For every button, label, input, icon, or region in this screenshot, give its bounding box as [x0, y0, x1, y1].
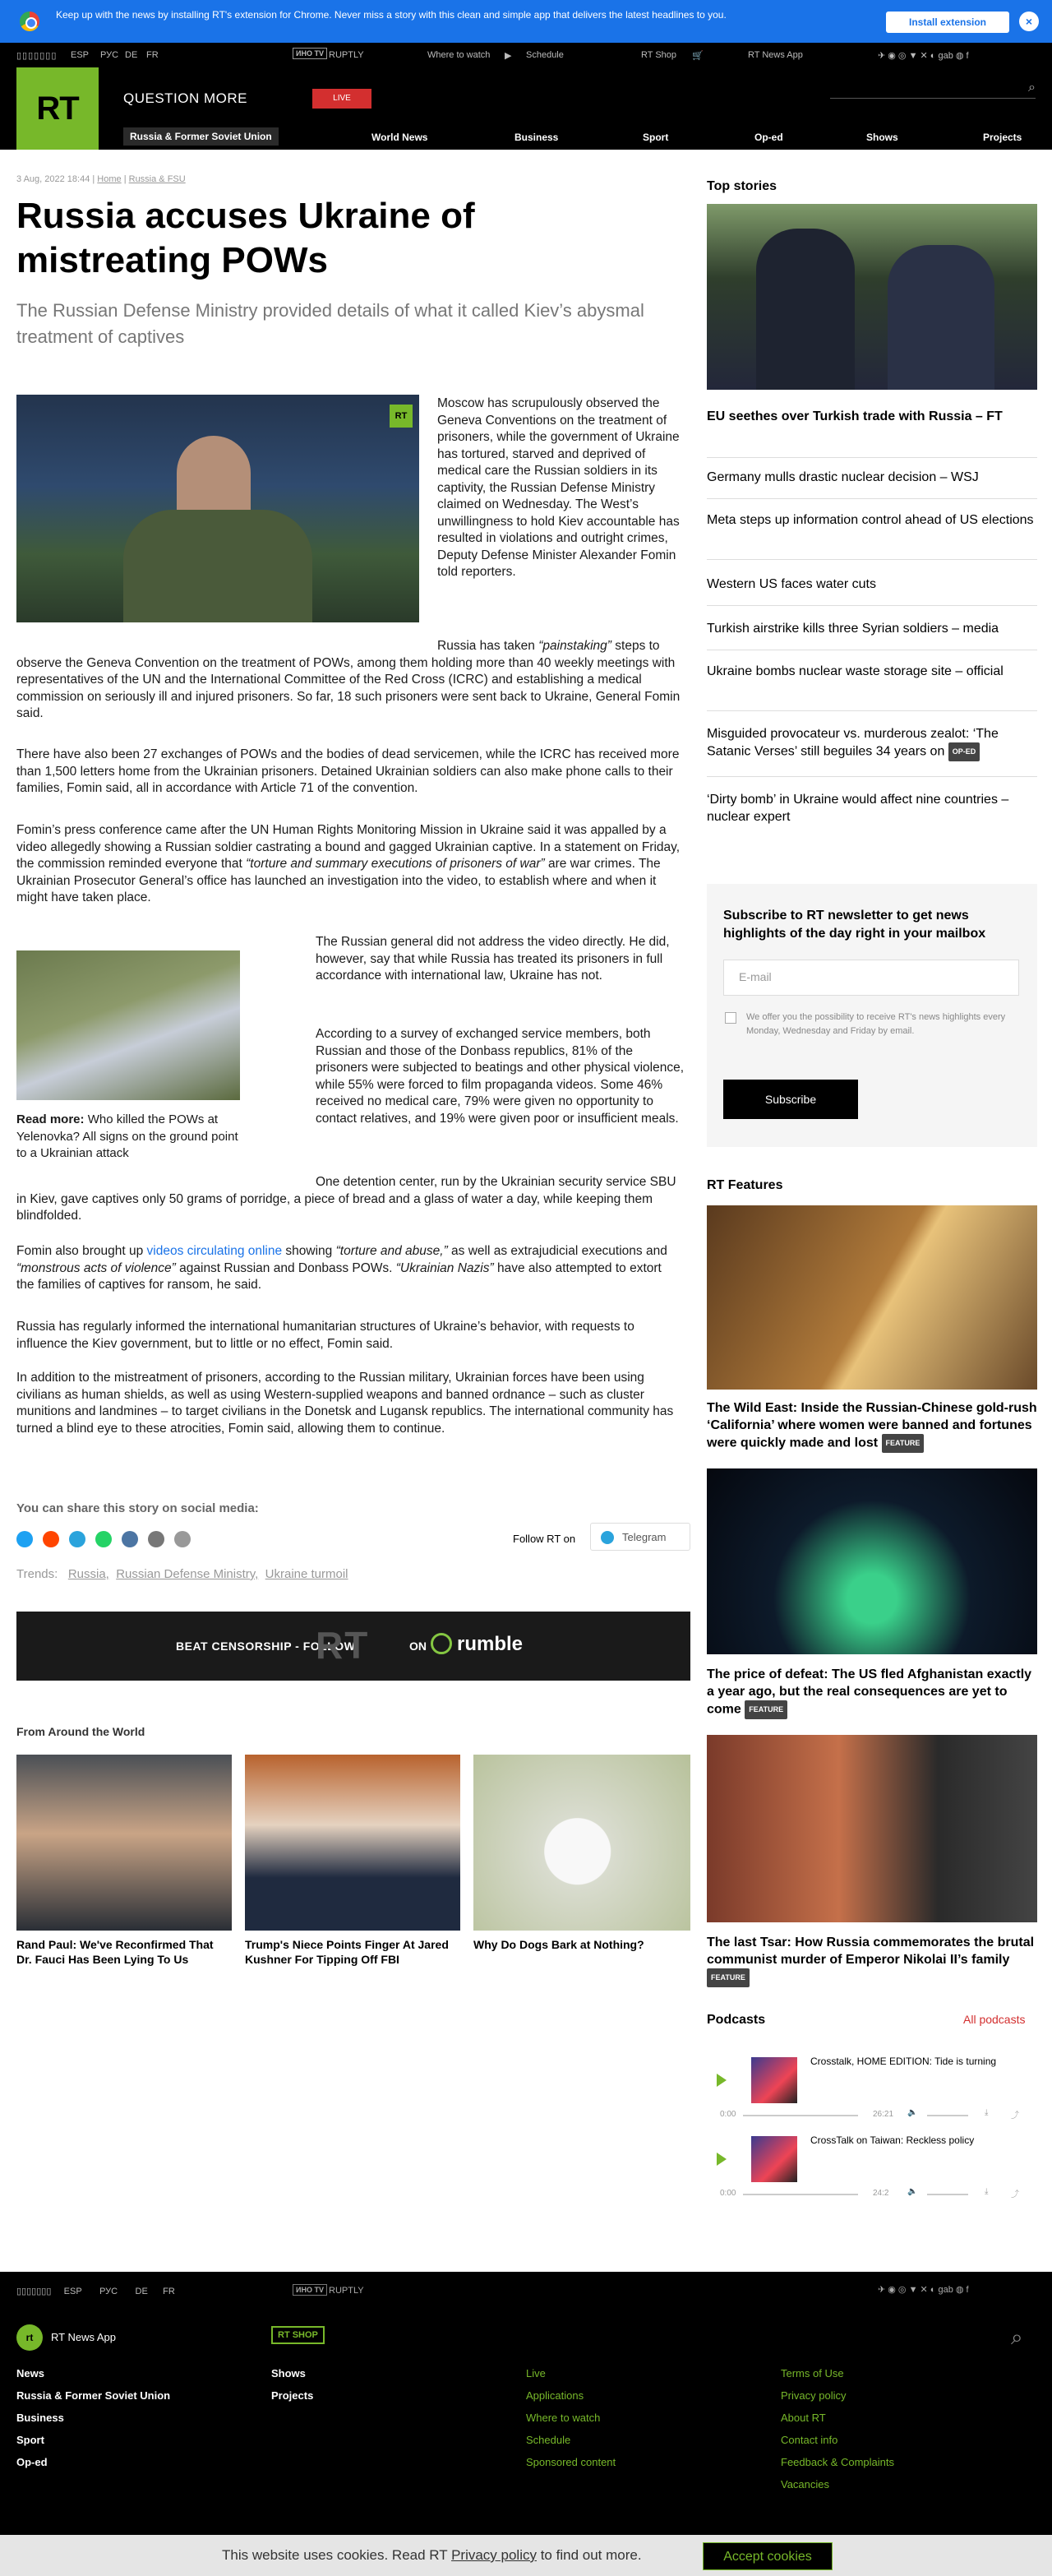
divider [707, 457, 1037, 458]
feature-2[interactable]: The price of defeat: The US fled Afghanistan exactly a year ago, but the real consequences are yet to come FEATURE [707, 1666, 1037, 1719]
article-title: Russia accuses Ukraine of mistreating POWs [16, 196, 475, 280]
top-bar [0, 43, 1052, 67]
volume-icon[interactable]: 🔈 [907, 2187, 918, 2196]
ruptly-link[interactable]: RUPTLY [329, 2286, 364, 2296]
footer-projects[interactable]: Projects [271, 2389, 314, 2402]
footer-sponsored[interactable]: Sponsored content [526, 2456, 616, 2468]
footer-oped[interactable]: Op-ed [16, 2456, 48, 2468]
podcast-start-2: 0:00 [720, 2189, 736, 2198]
footer-shows[interactable]: Shows [271, 2367, 306, 2379]
where-to-watch-link[interactable]: Where to watch [427, 50, 491, 60]
play-icon[interactable] [717, 2074, 727, 2087]
cart-icon: 🛒 [692, 51, 704, 61]
podcast-end-2: 24:2 [873, 2189, 889, 2198]
story-2[interactable]: Meta steps up information control ahead of US elections [707, 513, 1034, 527]
telegram-icon[interactable] [69, 1531, 85, 1547]
podcasts-title: Podcasts [707, 2013, 766, 2027]
social-icons[interactable]: ✈ ◉ ◎ ▼ ✕ ◐ gab ◍ f [878, 2285, 969, 2295]
podcast-thumb-2 [751, 2136, 797, 2182]
close-icon[interactable]: × [1019, 12, 1039, 31]
accept-cookies-button[interactable]: Accept cookies [703, 2542, 833, 2570]
oped-badge: OP-ED [948, 742, 980, 761]
search-input[interactable] [830, 81, 1036, 99]
arabic-lang-link[interactable]: ▯▯▯▯▯▯▯ [16, 51, 58, 61]
rt-logo[interactable]: RT [16, 67, 99, 150]
search-icon[interactable]: ⌕ [1011, 2324, 1023, 2349]
divider [707, 710, 1037, 711]
paragraph-7: One detention center, run by the Ukrainian security service SBU in Kiev, gave captives only 50 grams of porridge, a piece of bread and a glass of water a day, while keeping them blindfolded. [16, 1175, 676, 1223]
footer-where-to-watch[interactable]: Where to watch [526, 2412, 601, 2424]
divider [707, 776, 1037, 777]
feature-badge: FEATURE [707, 1968, 750, 1987]
paragraph-4: Fomin’s press conference came after the UN Human Rights Monitoring Mission in Ukraine said it was appalled by a video allegedly showing a Russian soldier castrating a bound and gagged Ukrainian captive. In a statement on Friday, the commission reminded everyone that “torture and summary executions of prisoners of war” are war crimes. The Ukrainian Prosecutor General’s office has launched an investigation into the video, to establish where and when it might have taken place. [16, 823, 681, 904]
around-photo-1[interactable] [16, 1755, 232, 1931]
newsletter-note: We offer you the possibility to receive RT's news highlights every Monday, Wednesday and Friday by email. [746, 1012, 1006, 1036]
footer-vacancies[interactable]: Vacancies [781, 2478, 830, 2490]
article-date: 3 Aug, 2022 18:44 [16, 174, 90, 184]
reddit-icon[interactable] [43, 1531, 59, 1547]
paragraph-8: Fomin also brought up videos circulating online showing “torture and abuse,” as well as extrajudicial executions and “monstrous acts of violence” against Russian and Donbass POWs. “Ukrainian Nazis” have also attempted to extort the families of captives for ransom, he said. [16, 1244, 667, 1292]
footer-col-2 [271, 2362, 313, 2407]
around-title: From Around the World [16, 1725, 145, 1738]
figure-1 [756, 229, 855, 390]
follow-label: Follow RT on [513, 1533, 576, 1545]
feature-photo-1[interactable] [707, 1205, 1037, 1390]
trend-defense-ministry[interactable]: Russian Defense Ministry, [116, 1567, 259, 1581]
whatsapp-icon[interactable] [95, 1531, 112, 1547]
vk-icon[interactable] [122, 1531, 138, 1547]
footer-terms[interactable]: Terms of Use [781, 2367, 844, 2379]
nav-shows[interactable]: Shows [866, 132, 898, 143]
story-6[interactable]: Misguided provocateur vs. murderous zealot: ‘The Satanic Verses’ still beguiles 34 years on OP-ED [707, 725, 1037, 761]
rt-watermark: RT [390, 405, 413, 428]
rumble-banner[interactable]: BEAT CENSORSHIP - FOLLOW RT ON rumble [16, 1612, 690, 1681]
download-icon[interactable]: ⤓ [985, 2187, 989, 2196]
arabic-lang-link[interactable]: ▯▯▯▯▯▯▯ [16, 2287, 52, 2296]
telegram-icon [601, 1531, 614, 1544]
nav-sport[interactable]: Sport [643, 132, 669, 143]
rtd-logo[interactable]: ИНО ТV [293, 2284, 327, 2296]
footer-privacy[interactable]: Privacy policy [781, 2389, 847, 2402]
article-main-photo [16, 395, 419, 622]
nav-business[interactable]: Business [514, 132, 559, 143]
footer-applications[interactable]: Applications [526, 2389, 584, 2402]
footer-business[interactable]: Business [16, 2412, 64, 2424]
lang-rus[interactable]: РУС [100, 50, 119, 60]
share-icon[interactable]: ⤴ [1011, 2190, 1019, 2199]
download-icon[interactable]: ⤓ [985, 2108, 989, 2117]
link-icon[interactable] [174, 1531, 191, 1547]
shop-link[interactable]: RT SHOP [271, 2326, 325, 2344]
features-title: RT Features [707, 1178, 783, 1192]
footer-feedback[interactable]: Feedback & Complaints [781, 2456, 895, 2468]
footer-russia[interactable]: Russia & Former Soviet Union [16, 2389, 171, 2402]
footer-sport[interactable]: Sport [16, 2434, 44, 2446]
footer-col-1 [16, 2362, 170, 2473]
install-extension-button[interactable]: Install extension [886, 12, 1009, 33]
site-footer [0, 2272, 1052, 2576]
cookie-bar [0, 2535, 1052, 2576]
podcast-start-1: 0:00 [720, 2110, 736, 2119]
top-story-photo[interactable] [707, 204, 1037, 390]
site-header [0, 67, 1052, 150]
podcast-progress-2[interactable] [743, 2194, 858, 2195]
divider [707, 559, 1037, 560]
twitter-icon[interactable] [16, 1531, 33, 1547]
nav-projects[interactable]: Projects [983, 132, 1022, 143]
around-caption-1[interactable]: Rand Paul: We've Reconfirmed That Dr. Fauci Has Been Lying To Us [16, 1938, 214, 1966]
footer-col-4 [781, 2362, 894, 2495]
newsletter-checkbox[interactable] [725, 1012, 736, 1024]
banner-message: Keep up with the news by installing RT's extension for Chrome. Never miss a story with this clean and simple app that delivers the latest headlines to you. [56, 9, 727, 21]
chrome-icon [20, 12, 39, 31]
privacy-policy-link[interactable]: Privacy policy [451, 2547, 537, 2563]
rumble-icon [431, 1633, 452, 1654]
feature-1[interactable]: The Wild East: Inside the Russian-Chinese gold-rush ‘California’ where women were banned and fortunes were quickly made and lost FEATURE [707, 1399, 1037, 1453]
trend-russia[interactable]: Russia, [67, 1567, 109, 1581]
chrome-extension-banner [0, 0, 1052, 43]
lang-fr[interactable]: FR [146, 50, 159, 60]
paragraph-3: There have also been 27 exchanges of POWs and the bodies of dead servicemen, while the ICRC has received more than 1,500 letters home from the Ukrainian prisoners. Detained Ukrainian soldiers can also make phone calls to their families, Fomin said, all in accordance with Article 71 of the convention. [16, 747, 680, 795]
story-3[interactable]: Western US faces water cuts [707, 577, 876, 591]
footer-lang-bar: ▯▯▯▯▯▯▯ ESP РУС DE FR [16, 2287, 175, 2296]
podcast-thumb-1 [751, 2057, 797, 2103]
readmore-photo[interactable] [16, 950, 240, 1100]
social-icons[interactable]: ✈ ◉ ◎ ▼ ✕ ◐ gab ◍ f [878, 51, 969, 61]
paragraph-5: The Russian general did not address the video directly. He did, however, say that while Russia has treated its prisoners in full accordance with international law, Ukraine has not. [316, 935, 670, 983]
top-stories-title: Top stories [707, 179, 777, 193]
paragraph-10: In addition to the mistreatment of prisoners, according to the Russian military, Ukrainian forces have been using civilians as human shields, as well as using Western-supplied weapons and banned ordnance – such as cluster munitions and landmines – to target civilians in the Donetsk and Lugansk republics. The international community has turned a blind eye to these atrocities, Fomin said, allowing them to continue. [16, 1371, 674, 1436]
story-7[interactable]: ‘Dirty bomb’ in Ukraine would affect nine countries – nuclear expert [707, 793, 1009, 824]
podcast-progress-1[interactable] [743, 2115, 858, 2116]
footer-schedule[interactable]: Schedule [526, 2434, 571, 2446]
share-icon[interactable]: ⤴ [1011, 2111, 1019, 2120]
divider [707, 605, 1037, 606]
footer-col-3 [526, 2362, 616, 2473]
newsletter-box [707, 884, 1037, 1147]
subscribe-button[interactable]: Subscribe [723, 1080, 858, 1119]
videos-link[interactable]: videos circulating online [146, 1244, 283, 1258]
around-caption-2[interactable]: Trump's Niece Points Finger At Jared Kushner For Tipping Off FBI [245, 1938, 449, 1966]
volume-slider[interactable] [927, 2194, 968, 2195]
paragraph-9: Russia has regularly informed the international humanitarian structures of Ukraine’s behavior, with requests to influence the Kiev government, but to little or no effect, Fomin said. [16, 1320, 634, 1351]
divider [707, 498, 1037, 499]
feature-badge: FEATURE [882, 1434, 925, 1453]
app-link[interactable]: RT News App [51, 2331, 117, 2343]
share-label: You can share this story on social media: [16, 1501, 259, 1515]
footer-about[interactable]: About RT [781, 2412, 826, 2424]
trend-ukraine-turmoil[interactable]: Ukraine turmoil [265, 1567, 348, 1581]
email-field[interactable]: E-mail [723, 960, 1019, 996]
feature-3[interactable]: The last Tsar: How Russia commemorates the brutal communist murder of Emperor Nikolai II’s family FEATURE [707, 1934, 1037, 1987]
live-button[interactable]: LIVE [312, 89, 371, 109]
story-1[interactable]: Germany mulls drastic nuclear decision – WSJ [707, 470, 979, 484]
nav-russia-fsu[interactable]: Russia & Former Soviet Union [123, 127, 279, 146]
newsletter-title: Subscribe to RT newsletter to get news highlights of the day right in your mailbox [723, 909, 986, 941]
rt-news-app-link[interactable]: RT News App [748, 50, 803, 60]
volume-icon[interactable]: 🔈 [907, 2108, 918, 2117]
lang-de[interactable]: DE [125, 50, 138, 60]
footer-news[interactable]: News [16, 2367, 44, 2379]
podcast-title-1[interactable]: Crosstalk, HOME EDITION: Tide is turning [810, 2056, 997, 2067]
rt-app-logo[interactable]: rt [16, 2324, 43, 2351]
footer-contact[interactable]: Contact info [781, 2434, 838, 2446]
ruptly-link[interactable]: RUPTLY [329, 50, 364, 60]
search-icon[interactable]: ⌕ [1028, 81, 1036, 95]
around-caption-3[interactable]: Why Do Dogs Bark at Nothing? [473, 1938, 644, 1951]
tagline: QUESTION MORE [123, 90, 248, 106]
play-icon[interactable] [717, 2153, 727, 2166]
feature-badge: FEATURE [745, 1700, 787, 1719]
lang-esp[interactable]: ESP [71, 50, 90, 60]
around-photo-3[interactable] [473, 1755, 690, 1931]
story-5[interactable]: Ukraine bombs nuclear waste storage site – official [707, 664, 1004, 678]
general-figure [177, 436, 251, 518]
play-icon: ▶ [505, 51, 512, 61]
breadcrumb-russia-fsu[interactable]: Russia & FSU [128, 174, 186, 184]
cookie-text: This website uses cookies. Read RT Privacy policy to find out more. [222, 2547, 642, 2563]
schedule-link[interactable]: Schedule [526, 50, 564, 60]
volume-slider[interactable] [927, 2115, 968, 2116]
nav-oped[interactable]: Op-ed [754, 132, 783, 143]
breadcrumb-home[interactable]: Home [97, 174, 122, 184]
email-icon[interactable] [148, 1531, 164, 1547]
nav-world-news[interactable]: World News [371, 132, 428, 143]
paragraph-1: Moscow has scrupulously observed the Geneva Conventions on the treatment of prisoners, while the government of Ukraine has tortured, starved and deprived of medical care the Russian soldiers in its captivity, the Russian Defense Ministry claimed on Wednesday. The West’s unwillingness to hold Kiev accountable has resulted in violations and outright crimes, Deputy Defense Minister Alexander Fomin told reporters. [437, 396, 680, 579]
uniform-shape [123, 510, 312, 622]
paragraph-2: Russia has taken “painstaking” steps to observe the Geneva Convention on the treatment of POWs, among them holding more than 40 weekly meetings with representatives of the UN and the International Committee of the Red Cross (ICRC) and establishing a medical commission on seriously ill and injured prisoners. So far, 18 such prisoners were sent back to Ukraine, General Fomin said. [16, 639, 681, 720]
figure-2 [888, 245, 994, 390]
all-podcasts-link[interactable]: All podcasts [963, 2013, 1026, 2026]
breadcrumb: 3 Aug, 2022 18:44 | Home | Russia & FSU [16, 174, 186, 184]
trends: Trends: Russia, Russian Defense Ministry, Ukraine turmoil [16, 1567, 348, 1581]
podcast-end-1: 26:21 [873, 2110, 894, 2119]
article-lead: The Russian Defense Ministry provided details of what it called Kiev’s abysmal treatment of captives [16, 300, 644, 347]
paragraph-6: According to a survey of exchanged service members, both Russian and those of the Donbass republics, 81% of the prisoners were subjected to beatings and other physical violence, while 55% were forced to film propaganda videos. Some 46% received no medical care, 79% were given no opportunity to contact relatives, and 19% were given poor or insufficient meals. [316, 1027, 685, 1126]
around-photo-2[interactable] [245, 1755, 460, 1931]
feature-photo-3[interactable] [707, 1735, 1037, 1922]
top-story-main[interactable]: EU seethes over Turkish trade with Russia – FT [707, 409, 1003, 423]
feature-photo-2[interactable] [707, 1468, 1037, 1654]
podcast-title-2[interactable]: CrossTalk on Taiwan: Reckless policy [810, 2134, 975, 2146]
footer-live[interactable]: Live [526, 2367, 546, 2379]
rtd-logo[interactable]: ИНО ТV [293, 48, 327, 59]
rt-shop-link[interactable]: RT Shop [641, 50, 677, 60]
story-4[interactable]: Turkish airstrike kills three Syrian soldiers – media [707, 622, 999, 636]
readmore-link[interactable]: Read more: Who killed the POWs at Yelenovka? All signs on the ground point to a Ukrainian attack [16, 1112, 238, 1160]
telegram-follow-button[interactable]: Telegram [590, 1523, 690, 1551]
